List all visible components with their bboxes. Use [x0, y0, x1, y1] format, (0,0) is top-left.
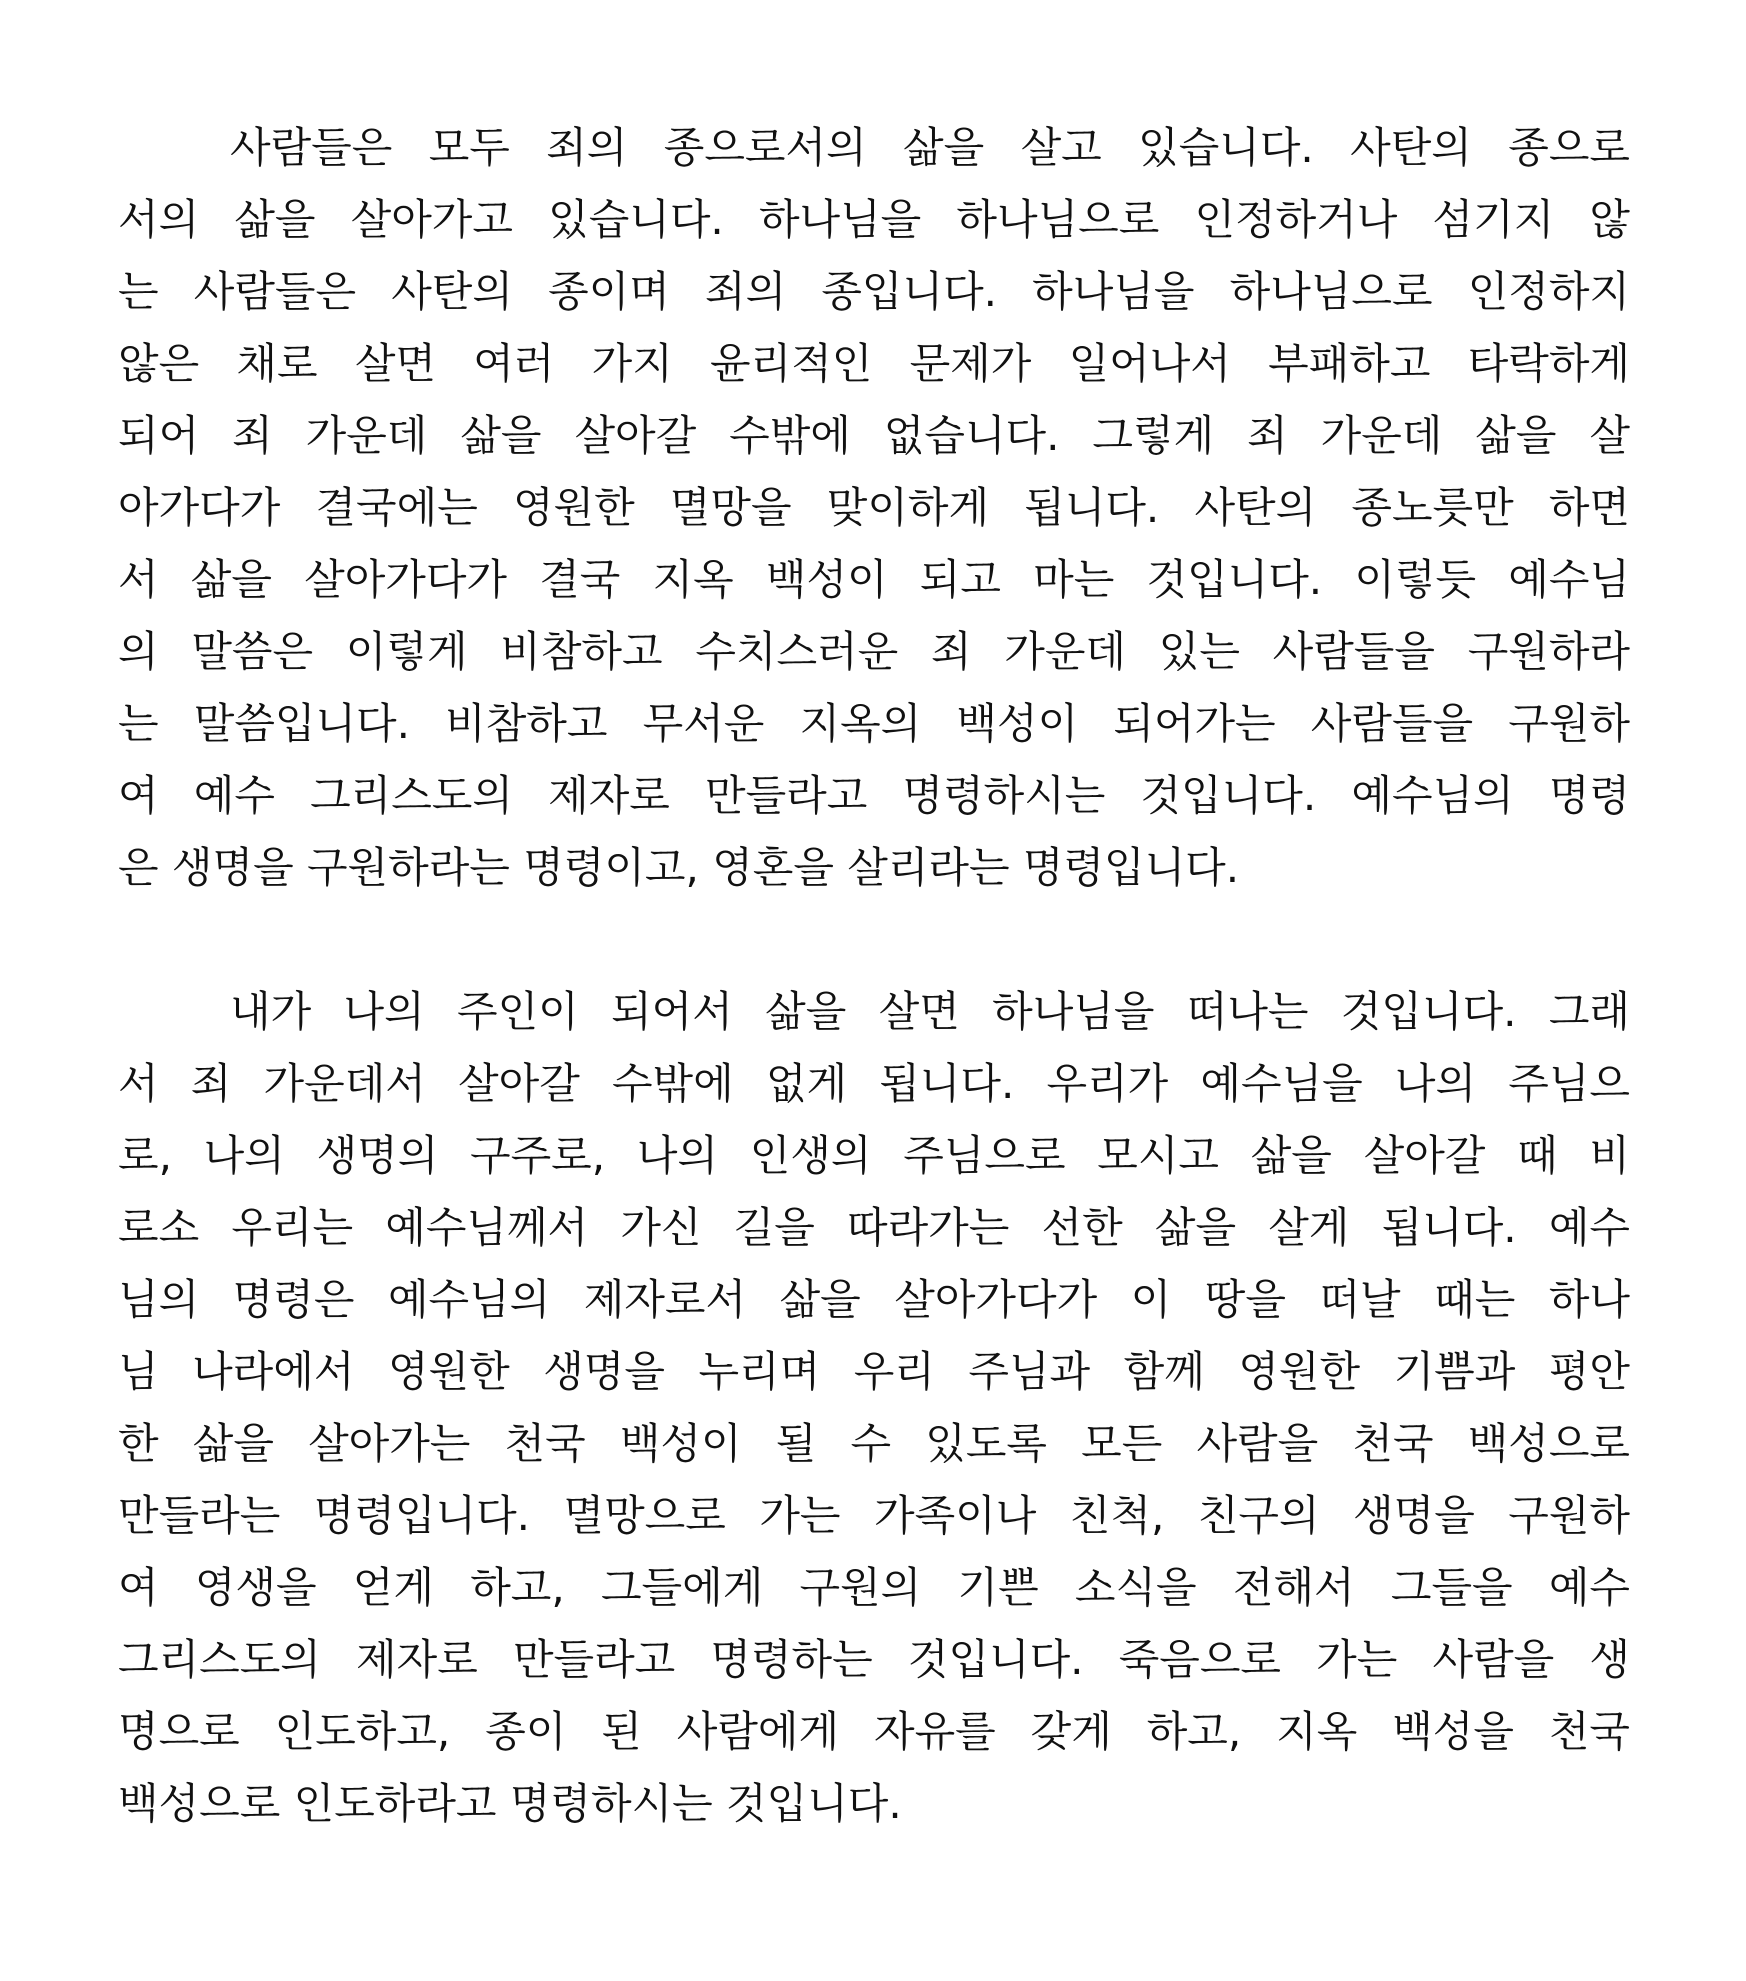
text-line: 여 영생을 얻게 하고, 그들에게 구원의 기쁜 소식을 전해서 그들을 예수 — [118, 1563, 1630, 1612]
text-line: 로, 나의 생명의 구주로, 나의 인생의 주님으로 모시고 삶을 살아갈 때 비 — [118, 1131, 1630, 1180]
text-line: 한 삶을 살아가는 천국 백성이 될 수 있도록 모든 사람을 천국 백성으로 — [118, 1419, 1630, 1468]
text-line: 님 나라에서 영원한 생명을 누리며 우리 주님과 함께 영원한 기쁨과 평안 — [118, 1347, 1630, 1396]
text-line: 은 생명을 구원하라는 명령이고, 영혼을 살리라는 명령입니다. — [118, 843, 1240, 892]
text-line: 로소 우리는 예수님께서 가신 길을 따라가는 선한 삶을 살게 됩니다. 예수 — [118, 1203, 1630, 1252]
text-line: 는 사람들은 사탄의 종이며 죄의 종입니다. 하나님을 하나님으로 인정하지 — [118, 267, 1630, 316]
text-line: 서의 삶을 살아가고 있습니다. 하나님을 하나님으로 인정하거나 섬기지 않 — [118, 195, 1630, 244]
text-line: 만들라는 명령입니다. 멸망으로 가는 가족이나 친척, 친구의 생명을 구원하 — [118, 1491, 1630, 1540]
paragraph-2 — [118, 976, 1630, 1840]
paragraph-1 — [118, 112, 1630, 904]
text-line: 내가 나의 주인이 되어서 삶을 살면 하나님을 떠나는 것입니다. 그래 — [230, 987, 1630, 1036]
document-page — [118, 112, 1630, 1840]
text-line: 사람들은 모두 죄의 종으로서의 삶을 살고 있습니다. 사탄의 종으로 — [230, 123, 1630, 172]
text-line: 명으로 인도하고, 종이 된 사람에게 자유를 갖게 하고, 지옥 백성을 천국 — [118, 1707, 1630, 1756]
text-line: 아가다가 결국에는 영원한 멸망을 맞이하게 됩니다. 사탄의 종노릇만 하면 — [118, 483, 1630, 532]
text-line: 되어 죄 가운데 삶을 살아갈 수밖에 없습니다. 그렇게 죄 가운데 삶을 살 — [118, 411, 1630, 460]
text-line: 의 말씀은 이렇게 비참하고 수치스러운 죄 가운데 있는 사람들을 구원하라 — [118, 627, 1630, 676]
paragraph-gap — [118, 904, 1630, 976]
text-line: 백성으로 인도하라고 명령하시는 것입니다. — [118, 1779, 902, 1828]
text-line: 여 예수 그리스도의 제자로 만들라고 명령하시는 것입니다. 예수님의 명령 — [118, 771, 1630, 820]
text-line: 그리스도의 제자로 만들라고 명령하는 것입니다. 죽음으로 가는 사람을 생 — [118, 1635, 1630, 1684]
text-line: 는 말씀입니다. 비참하고 무서운 지옥의 백성이 되어가는 사람들을 구원하 — [118, 699, 1630, 748]
text-line: 않은 채로 살면 여러 가지 윤리적인 문제가 일어나서 부패하고 타락하게 — [118, 339, 1630, 388]
text-line: 님의 명령은 예수님의 제자로서 삶을 살아가다가 이 땅을 떠날 때는 하나 — [118, 1275, 1630, 1324]
text-line: 서 죄 가운데서 살아갈 수밖에 없게 됩니다. 우리가 예수님을 나의 주님으 — [118, 1059, 1630, 1108]
text-line: 서 삶을 살아가다가 결국 지옥 백성이 되고 마는 것입니다. 이렇듯 예수님 — [118, 555, 1630, 604]
